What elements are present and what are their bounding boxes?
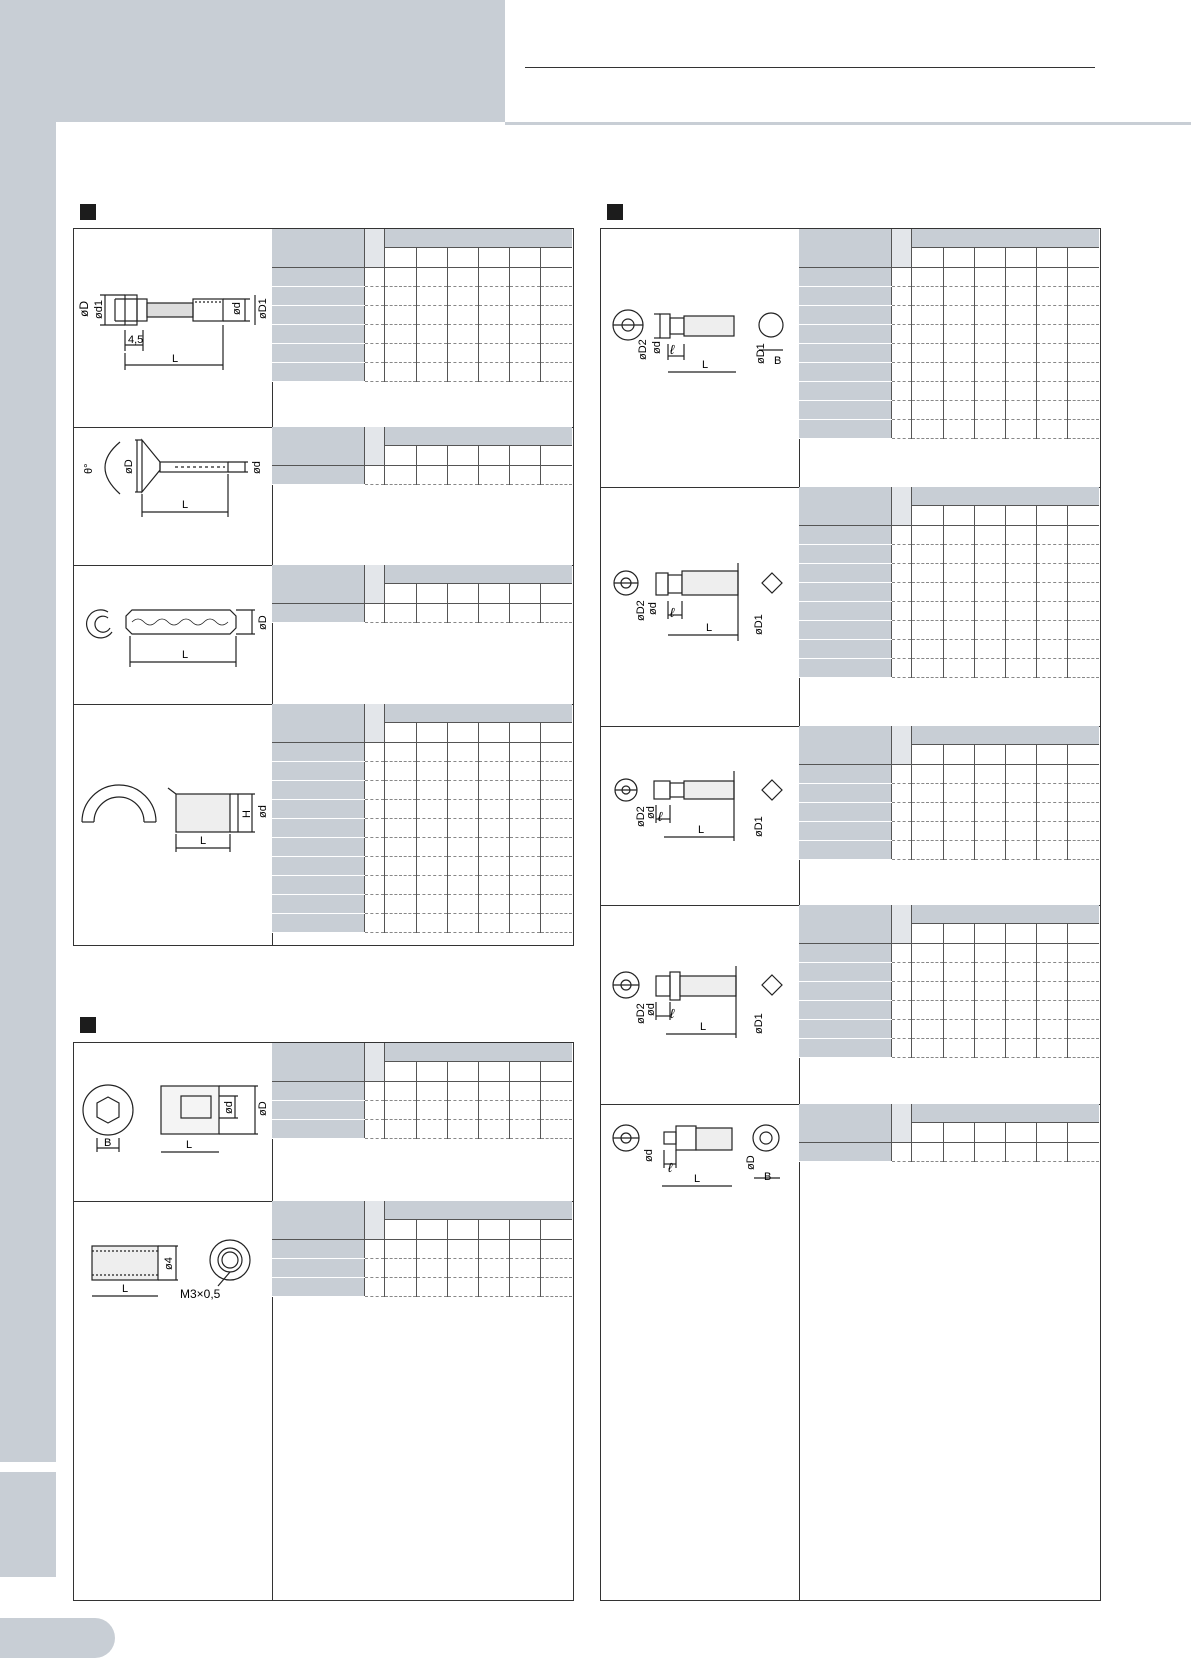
table-row xyxy=(272,1120,572,1139)
table-row xyxy=(799,382,1099,401)
dim-label-L: L xyxy=(706,622,713,634)
table-row xyxy=(272,604,572,623)
drawing-bushing xyxy=(80,782,270,857)
drawing-hex-bushing xyxy=(80,1080,270,1160)
dim-label-øD: øD xyxy=(745,1155,757,1170)
table-row xyxy=(272,895,572,914)
dim-label-ell: ℓ xyxy=(658,809,663,824)
table-row xyxy=(272,1259,572,1278)
dim-label-øD1: øD1 xyxy=(753,816,765,837)
drawing-countersunk-pin xyxy=(80,432,270,532)
dim-label-øD: øD xyxy=(257,615,269,630)
dim-label-4-5: 4,5 xyxy=(128,334,144,346)
table-row xyxy=(799,602,1099,621)
table-row xyxy=(799,659,1099,678)
table-row xyxy=(799,583,1099,602)
spec-table-s1 xyxy=(272,229,572,382)
dim-label-øD: øD xyxy=(77,301,91,317)
table-row xyxy=(272,1278,572,1297)
spec-table-r3 xyxy=(799,726,1099,860)
spec-table-s6 xyxy=(272,1201,572,1297)
dim-label-ell: ℓ xyxy=(668,1160,673,1175)
header-underline xyxy=(505,122,1191,125)
table-row xyxy=(272,306,572,325)
table-row xyxy=(272,914,572,933)
table-row xyxy=(799,784,1099,803)
table-row xyxy=(272,800,572,819)
spec-table-s2 xyxy=(272,427,572,485)
dim-label-ø4: ø4 xyxy=(163,1257,175,1270)
dim-label-øD: øD xyxy=(257,1101,269,1116)
dim-label-L: L xyxy=(700,1021,707,1033)
table-row xyxy=(799,344,1099,363)
drawing-connector-type4 xyxy=(606,960,796,1040)
dim-label-L: L xyxy=(698,824,705,836)
dim-label-B: B xyxy=(774,355,782,367)
table-row xyxy=(799,545,1099,564)
table-row xyxy=(799,306,1099,325)
spec-table-s5 xyxy=(272,1043,572,1139)
spec-table-r1 xyxy=(799,229,1099,439)
dim-label-ød: ød xyxy=(231,302,243,315)
dim-label-ød: ød xyxy=(647,602,659,615)
dim-label-ød: ød xyxy=(251,461,263,474)
table-row xyxy=(799,841,1099,860)
drawing-spring-pin xyxy=(80,602,270,672)
table-row xyxy=(799,963,1099,982)
side-band xyxy=(0,122,56,1462)
header-rule xyxy=(525,67,1095,68)
dim-label-ell: ℓ xyxy=(670,1006,675,1021)
dim-label-ød1: ød1 xyxy=(93,300,105,319)
dim-label-L: L xyxy=(694,1173,701,1185)
table-row xyxy=(272,344,572,363)
spec-table-s4 xyxy=(272,704,572,933)
table-row xyxy=(799,1143,1099,1162)
table-row xyxy=(272,363,572,382)
drawing-connector-type3 xyxy=(606,765,796,845)
spec-table-s3 xyxy=(272,565,572,623)
dim-label-ød: ød xyxy=(645,806,657,819)
dim-label-øD2: øD2 xyxy=(635,1003,647,1024)
table-row xyxy=(799,640,1099,659)
dim-label-L: L xyxy=(182,499,189,511)
table-row xyxy=(799,564,1099,583)
dim-label-L: L xyxy=(200,835,207,847)
dim-label-theta: θ° xyxy=(83,463,95,474)
section-marker-left xyxy=(80,204,96,220)
table-row xyxy=(272,819,572,838)
dim-label-øD2: øD2 xyxy=(635,600,647,621)
dim-label-øD2: øD2 xyxy=(635,806,647,827)
dim-label-L: L xyxy=(186,1139,193,1151)
table-row xyxy=(799,1039,1099,1058)
dim-label-L: L xyxy=(122,1283,129,1295)
table-row xyxy=(799,1020,1099,1039)
dim-label-H: H xyxy=(241,810,253,818)
table-row xyxy=(272,838,572,857)
dim-label-ell: ℓ xyxy=(670,342,675,357)
section-marker-right xyxy=(607,204,623,220)
table-row xyxy=(272,876,572,895)
dim-label-L: L xyxy=(182,649,189,661)
drawing-pin-threaded xyxy=(77,285,270,385)
table-row xyxy=(799,621,1099,640)
table-row xyxy=(272,268,572,287)
table-row xyxy=(799,944,1099,963)
dim-label-øD1: øD1 xyxy=(753,1013,765,1034)
table-row xyxy=(799,982,1099,1001)
dim-label-L: L xyxy=(702,359,709,371)
dim-label-ød: ød xyxy=(643,1149,655,1162)
spec-table-r4 xyxy=(799,905,1099,1058)
table-row xyxy=(272,1082,572,1101)
table-row xyxy=(272,743,572,762)
page-tab xyxy=(0,1618,115,1658)
spec-table-r5 xyxy=(799,1104,1099,1162)
side-band-lower xyxy=(0,1472,56,1577)
table-row xyxy=(272,1101,572,1120)
table-row xyxy=(272,781,572,800)
dim-label-ød: ød xyxy=(651,341,663,354)
spec-table-r2 xyxy=(799,487,1099,678)
table-row xyxy=(799,765,1099,784)
drawing-threaded-sleeve xyxy=(80,1238,270,1308)
table-row xyxy=(799,363,1099,382)
table-row xyxy=(799,822,1099,841)
dim-label-ød: ød xyxy=(223,1101,235,1114)
table-row xyxy=(799,526,1099,545)
table-row xyxy=(799,420,1099,439)
dim-label-øD1: øD1 xyxy=(755,343,767,364)
table-row xyxy=(799,325,1099,344)
section-marker-left-lower xyxy=(80,1017,96,1033)
table-row xyxy=(799,401,1099,420)
table-row xyxy=(272,857,572,876)
drawing-connector-type1 xyxy=(606,300,796,380)
table-row xyxy=(799,803,1099,822)
dim-label-øD1: øD1 xyxy=(257,298,269,319)
table-row xyxy=(272,287,572,306)
dim-label-L: L xyxy=(172,353,179,365)
table-row xyxy=(799,287,1099,306)
drawing-connector-type5 xyxy=(606,1118,796,1198)
dim-label-øD: øD xyxy=(123,459,135,474)
table-row xyxy=(272,466,572,485)
drawing-connector-type2 xyxy=(606,555,796,645)
dim-label-øD1: øD1 xyxy=(753,614,765,635)
dim-label-øD2: øD2 xyxy=(637,339,649,360)
header-band xyxy=(0,0,505,122)
dim-label-B: B xyxy=(764,1171,772,1183)
dim-label-B: B xyxy=(104,1137,112,1149)
table-row xyxy=(272,1240,572,1259)
dim-label-ell: ℓ xyxy=(670,605,675,620)
table-row xyxy=(272,762,572,781)
dim-label-ød: ød xyxy=(645,1003,657,1016)
table-row xyxy=(799,1001,1099,1020)
table-row xyxy=(272,325,572,344)
table-row xyxy=(799,268,1099,287)
dim-label-thread: M3×0,5 xyxy=(180,1287,221,1301)
dim-label-ød: ød xyxy=(257,805,269,818)
